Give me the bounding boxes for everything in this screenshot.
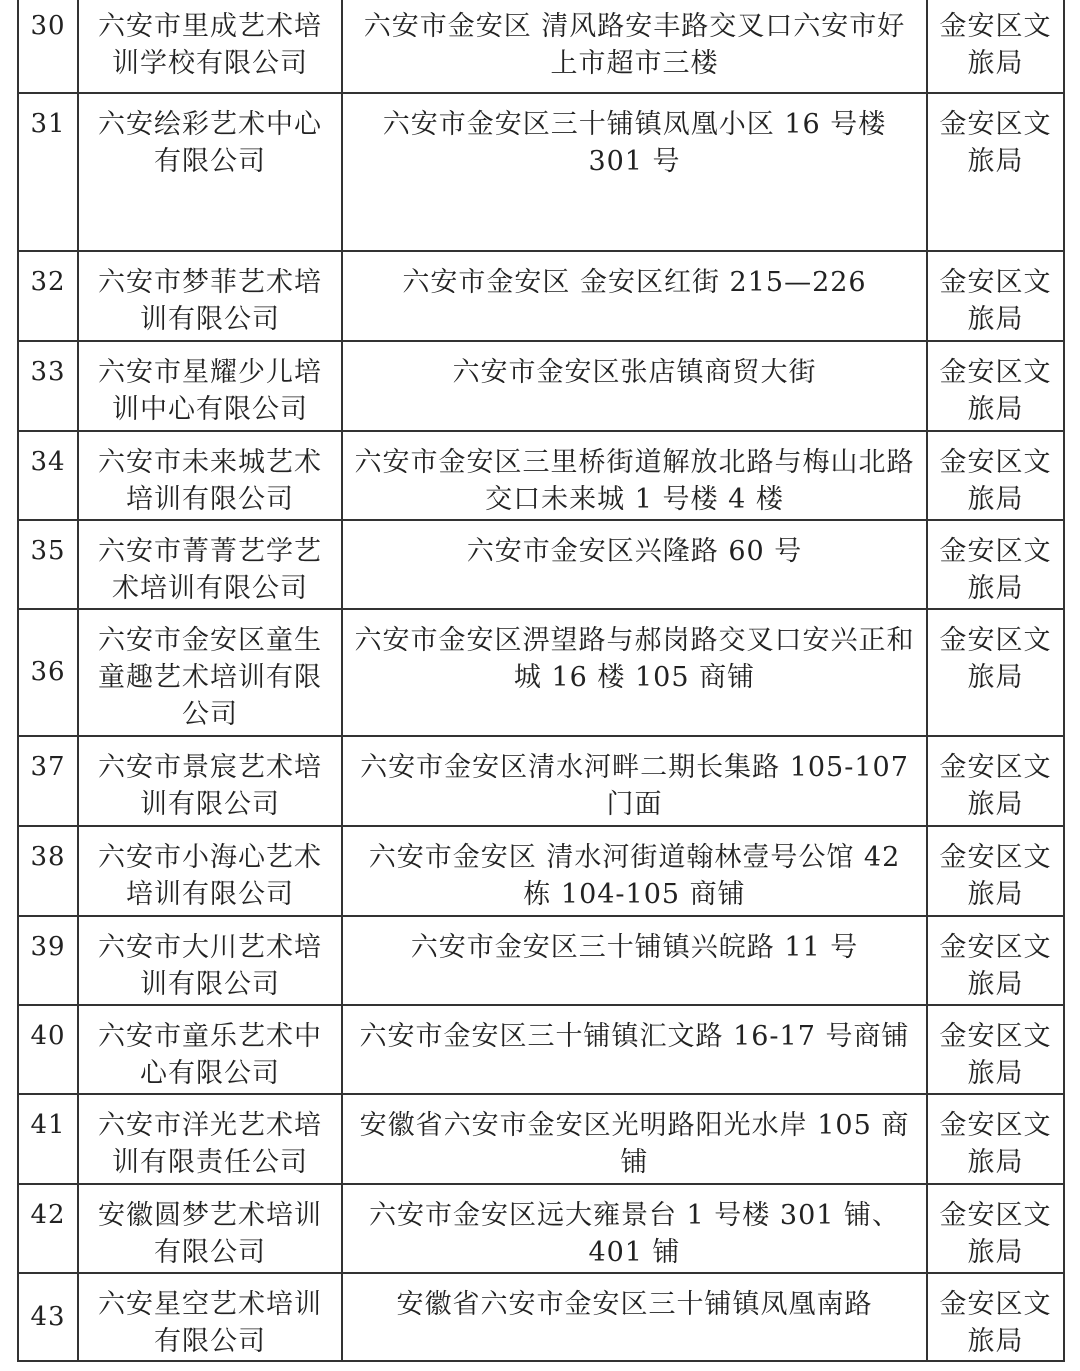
row-number: 41	[30, 1110, 66, 1140]
address-cell	[342, 0, 927, 93]
row-number: 37	[30, 752, 66, 782]
table-row	[18, 251, 1064, 341]
company-name-cell	[78, 1005, 342, 1094]
table-row	[18, 93, 1064, 251]
company-address: 六安市金安区淠望路与郝岗路交叉口安兴正和城 16 楼 105 商铺	[354, 625, 915, 693]
row-number: 38	[30, 842, 66, 872]
supervising-department: 金安区文旅局	[939, 267, 1052, 335]
company-name-cell	[78, 0, 342, 93]
row-number: 35	[30, 536, 66, 566]
row-number: 31	[30, 109, 66, 139]
row-number: 43	[30, 1301, 66, 1332]
company-address: 六安市金安区 金安区红街 215—226	[402, 267, 867, 298]
row-number-cell	[18, 916, 78, 1005]
table-row	[18, 1273, 1064, 1361]
address-cell	[342, 1184, 927, 1273]
company-address: 六安市金安区三十铺镇兴皖路 11 号	[410, 932, 859, 963]
company-address: 六安市金安区 清风路安丰路交叉口六安市好上市超市三楼	[363, 11, 906, 79]
table-row	[18, 736, 1064, 826]
table-row	[18, 341, 1064, 431]
company-name: 安徽圆梦艺术培训有限公司	[98, 1200, 322, 1268]
company-address: 六安市金安区张店镇商贸大街	[452, 357, 817, 388]
department-cell	[927, 1273, 1064, 1361]
row-number: 30	[30, 11, 66, 41]
row-number: 33	[30, 357, 66, 387]
address-cell	[342, 1273, 927, 1361]
company-name: 六安市星耀少儿培训中心有限公司	[98, 357, 322, 425]
company-address: 六安市金安区三十铺镇汇文路 16-17 号商铺	[359, 1021, 910, 1052]
company-name: 六安市未来城艺术培训有限公司	[98, 447, 322, 515]
supervising-department: 金安区文旅局	[939, 752, 1052, 820]
supervising-department: 金安区文旅局	[939, 357, 1052, 425]
row-number-cell	[18, 431, 78, 520]
company-name-cell	[78, 1273, 342, 1361]
company-name: 六安市景宸艺术培训有限公司	[98, 752, 322, 820]
address-cell	[342, 916, 927, 1005]
row-number: 42	[30, 1200, 66, 1230]
row-number-cell	[18, 1273, 78, 1361]
company-address: 六安市金安区 清水河街道翰林壹号公馆 42 栋 104-105 商铺	[368, 842, 901, 910]
supervising-department: 金安区文旅局	[939, 536, 1052, 604]
company-address: 六安市金安区远大雍景台 1 号楼 301 铺、401 铺	[368, 1200, 901, 1268]
department-cell	[927, 341, 1064, 431]
company-name: 六安市大川艺术培训有限公司	[98, 932, 322, 1000]
address-cell	[342, 520, 927, 609]
row-number-cell	[18, 1005, 78, 1094]
supervising-department: 金安区文旅局	[939, 1200, 1052, 1268]
supervising-department: 金安区文旅局	[939, 625, 1052, 693]
table-row	[18, 431, 1064, 520]
company-name: 六安市金安区童生童趣艺术培训有限公司	[98, 625, 322, 730]
row-number-cell	[18, 609, 78, 736]
department-cell	[927, 826, 1064, 916]
company-name-cell	[78, 93, 342, 251]
table-row	[18, 916, 1064, 1005]
address-cell	[342, 431, 927, 520]
address-cell	[342, 93, 927, 251]
company-name: 六安市童乐艺术中心有限公司	[98, 1021, 322, 1089]
row-number: 32	[30, 267, 66, 297]
address-cell	[342, 1094, 927, 1184]
address-cell	[342, 251, 927, 341]
table-row	[18, 1184, 1064, 1273]
supervising-department: 金安区文旅局	[939, 842, 1052, 910]
company-name-cell	[78, 251, 342, 341]
company-name: 六安市里成艺术培训学校有限公司	[98, 11, 322, 79]
company-name-cell	[78, 736, 342, 826]
department-cell	[927, 1094, 1064, 1184]
company-address: 六安市金安区三里桥街道解放北路与梅山北路交口未来城 1 号楼 4 楼	[354, 447, 915, 515]
row-number-cell	[18, 736, 78, 826]
row-number-cell	[18, 1094, 78, 1184]
registry-table	[17, 0, 1065, 1362]
row-number-cell	[18, 520, 78, 609]
row-number-cell	[18, 0, 78, 93]
row-number-cell	[18, 93, 78, 251]
department-cell	[927, 736, 1064, 826]
row-number-cell	[18, 826, 78, 916]
supervising-department: 金安区文旅局	[939, 1021, 1052, 1089]
department-cell	[927, 1184, 1064, 1273]
department-cell	[927, 520, 1064, 609]
department-cell	[927, 916, 1064, 1005]
company-name-cell	[78, 1184, 342, 1273]
company-address: 六安市金安区兴隆路 60 号	[466, 536, 803, 567]
company-name: 六安绘彩艺术中心有限公司	[98, 109, 322, 177]
department-cell	[927, 93, 1064, 251]
company-name: 六安市小海心艺术培训有限公司	[98, 842, 322, 910]
address-cell	[342, 1005, 927, 1094]
supervising-department: 金安区文旅局	[939, 109, 1052, 177]
row-number: 39	[30, 932, 66, 962]
company-name-cell	[78, 609, 342, 736]
row-number-cell	[18, 341, 78, 431]
company-address: 安徽省六安市金安区光明路阳光水岸 105 商铺	[359, 1110, 910, 1178]
table-row	[18, 0, 1064, 93]
table-row	[18, 609, 1064, 736]
row-number-cell	[18, 251, 78, 341]
company-name-cell	[78, 431, 342, 520]
company-address: 安徽省六安市金安区三十铺镇凤凰南路	[396, 1289, 873, 1320]
department-cell	[927, 0, 1064, 93]
company-name-cell	[78, 1094, 342, 1184]
row-number: 34	[30, 447, 66, 477]
company-name-cell	[78, 826, 342, 916]
company-name: 六安市洋光艺术培训有限责任公司	[98, 1110, 322, 1178]
address-cell	[342, 609, 927, 736]
supervising-department: 金安区文旅局	[939, 11, 1052, 79]
address-cell	[342, 736, 927, 826]
row-number-cell	[18, 1184, 78, 1273]
company-name: 六安市菁菁艺学艺术培训有限公司	[98, 536, 322, 604]
company-address: 六安市金安区清水河畔二期长集路 105-107 门面	[360, 752, 909, 820]
address-cell	[342, 341, 927, 431]
row-number: 36	[30, 657, 66, 687]
company-name-cell	[78, 341, 342, 431]
department-cell	[927, 1005, 1064, 1094]
company-name-cell	[78, 916, 342, 1005]
address-cell	[342, 826, 927, 916]
table-row	[18, 1094, 1064, 1184]
table-row	[18, 520, 1064, 609]
table-row	[18, 826, 1064, 916]
supervising-department: 金安区文旅局	[939, 447, 1052, 515]
table-row	[18, 1005, 1064, 1094]
department-cell	[927, 431, 1064, 520]
department-cell	[927, 609, 1064, 736]
supervising-department: 金安区文旅局	[939, 932, 1052, 1000]
row-number: 40	[30, 1021, 66, 1051]
company-address: 六安市金安区三十铺镇凤凰小区 16 号楼 301 号	[382, 109, 887, 177]
company-name-cell	[78, 520, 342, 609]
company-name: 六安星空艺术培训有限公司	[98, 1289, 322, 1357]
company-name: 六安市梦菲艺术培训有限公司	[98, 267, 322, 335]
department-cell	[927, 251, 1064, 341]
supervising-department: 金安区文旅局	[939, 1110, 1052, 1178]
supervising-department: 金安区文旅局	[939, 1289, 1052, 1357]
